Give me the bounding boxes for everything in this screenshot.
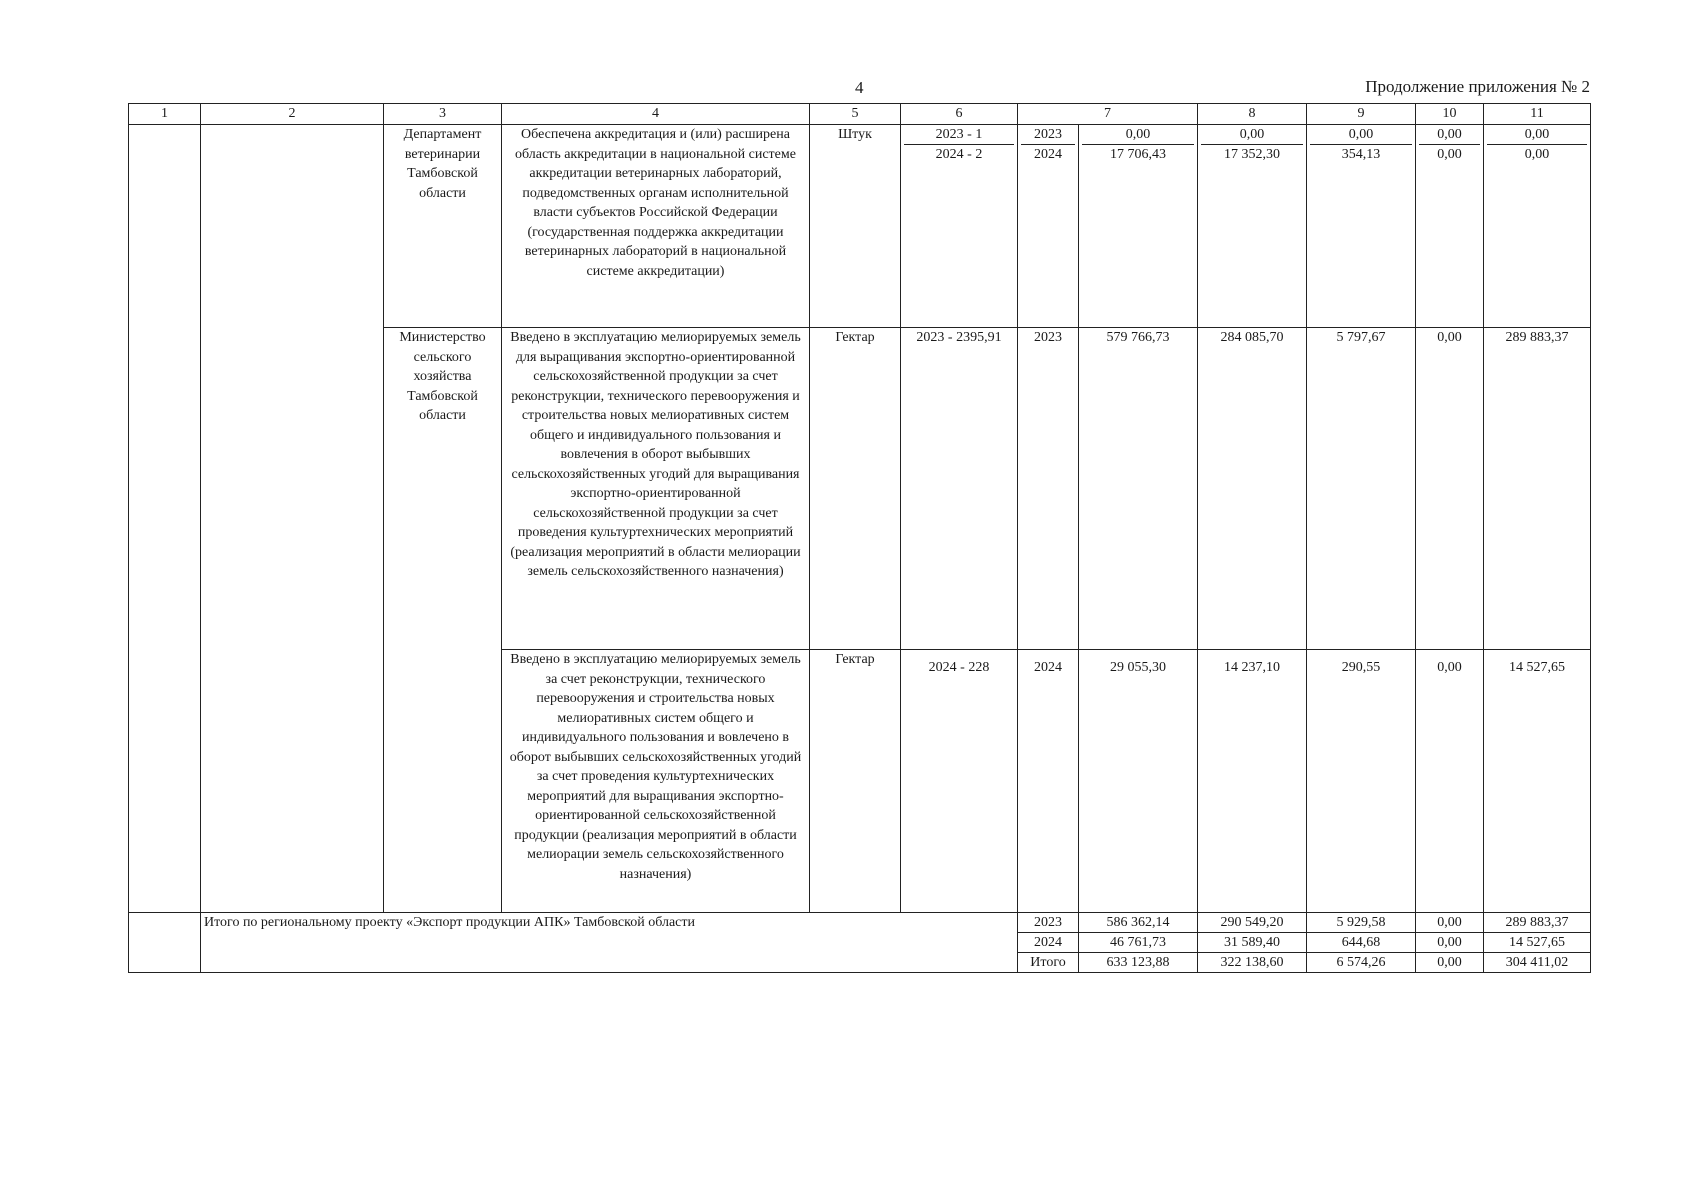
appendix-note: Продолжение приложения № 2 <box>1365 77 1590 96</box>
page-number: 4 <box>855 78 864 97</box>
value-cell-8: 14 237,10 <box>1198 650 1307 913</box>
total-year: Итого <box>1018 953 1079 973</box>
value-cell-10: 0,00 <box>1416 650 1484 913</box>
total-value-11: 289 883,37 <box>1484 913 1591 933</box>
header-cell-7: 7 <box>1018 104 1198 125</box>
value-cell-9: 290,55 <box>1307 650 1416 913</box>
year-cell: 2023 <box>1018 328 1079 650</box>
total-value-8: 31 589,40 <box>1198 933 1307 953</box>
col1-cell <box>129 125 201 913</box>
value-line: 0,00 <box>1437 147 1462 162</box>
total-value-10: 0,00 <box>1416 953 1484 973</box>
total-year: 2023 <box>1018 913 1079 933</box>
budget-table <box>128 103 1591 973</box>
total-value-9: 6 574,26 <box>1307 953 1416 973</box>
total-value-11: 304 411,02 <box>1484 953 1591 973</box>
target-line: 2024 - 2 <box>935 147 983 162</box>
table-row <box>129 125 1591 328</box>
unit-cell: Гектар <box>810 650 901 913</box>
value-cell-7: 29 055,30 <box>1079 650 1198 913</box>
value-cell-11 <box>1484 125 1591 328</box>
description-cell: Введено в эксплуатацию мелиорируемых земель для выращивания экспортно-ориентированной сельскохозяйственной продукции за счет реконструкции, технического перевооружения и строительства новых мелиоративных систем общего и индивидуального пользования и вовлечения в оборот выбывших сельскохозяйственных угодий для выращивания экспортно-ориентированной сельскохозяйственной продукции за счет проведения культуртехнических мероприятий (реализация мероприятий в области мелиорации земель сельскохозяйственного назначения) <box>502 328 810 650</box>
description-cell: Обеспечена аккредитация и (или) расширена область аккредитации в национальной системе аккредитации ветеринарных лабораторий, подведомственных органам исполнительной власти субъектов Российской Федерации (государственная поддержка аккредитации ветеринарных лабораторий в национальной системе аккредитации) <box>502 125 810 328</box>
value-cell-7: 579 766,73 <box>1079 328 1198 650</box>
header-cell-10: 10 <box>1416 104 1484 125</box>
header-cell-9: 9 <box>1307 104 1416 125</box>
description-cell: Введено в эксплуатацию мелиорируемых земель за счет реконструкции, технического перевооружения и строительства новых мелиоративных систем общего и индивидуального пользования и вовлечено в оборот выбывших сельскохозяйственных угодий за счет проведения культуртехнических мероприятий для выращивания экспортно-ориентированной сельскохозяйственной продукции (реализация мероприятий в области мелиорации земель сельскохозяйственного назначения) <box>502 650 810 913</box>
total-value-10: 0,00 <box>1416 913 1484 933</box>
department-cell: Министерство сельского хозяйства Тамбовской области <box>384 328 502 913</box>
value-cell-10: 0,00 <box>1416 328 1484 650</box>
value-cell-8: 284 085,70 <box>1198 328 1307 650</box>
header-row <box>129 104 1591 125</box>
total-value-8: 322 138,60 <box>1198 953 1307 973</box>
total-label: Итого по региональному проекту «Экспорт продукции АПК» Тамбовской области <box>201 913 1018 973</box>
unit-cell: Штук <box>810 125 901 328</box>
total-value-7: 633 123,88 <box>1079 953 1198 973</box>
header-cell-3: 3 <box>384 104 502 125</box>
total-value-8: 290 549,20 <box>1198 913 1307 933</box>
value-cell-7 <box>1079 125 1198 328</box>
total-row <box>129 913 1591 933</box>
header-cell-2: 2 <box>201 104 384 125</box>
year-line: 2024 <box>1034 147 1062 162</box>
target-cell <box>901 125 1018 328</box>
header-cell-4: 4 <box>502 104 810 125</box>
target-line: 2023 - 1 <box>904 125 1014 145</box>
header-cell-1: 1 <box>129 104 201 125</box>
value-line: 0,00 <box>1082 125 1194 145</box>
total-value-7: 46 761,73 <box>1079 933 1198 953</box>
year-cell: 2024 <box>1018 650 1079 913</box>
target-cell: 2023 - 2395,91 <box>901 328 1018 650</box>
header-cell-11: 11 <box>1484 104 1591 125</box>
value-cell-9: 5 797,67 <box>1307 328 1416 650</box>
header-cell-6: 6 <box>901 104 1018 125</box>
total-value-7: 586 362,14 <box>1079 913 1198 933</box>
value-line: 0,00 <box>1524 147 1550 162</box>
value-cell-8 <box>1198 125 1307 328</box>
value-cell-10 <box>1416 125 1484 328</box>
unit-cell: Гектар <box>810 328 901 650</box>
value-line: 0,00 <box>1419 125 1480 145</box>
value-cell-11: 289 883,37 <box>1484 328 1591 650</box>
year-line: 2023 <box>1021 125 1075 145</box>
header-cell-5: 5 <box>810 104 901 125</box>
value-line: 0,00 <box>1487 125 1587 145</box>
value-line: 17 352,30 <box>1224 147 1280 162</box>
header-cell-8: 8 <box>1198 104 1307 125</box>
total-value-9: 644,68 <box>1307 933 1416 953</box>
total-value-9: 5 929,58 <box>1307 913 1416 933</box>
value-cell-11: 14 527,65 <box>1484 650 1591 913</box>
value-line: 354,13 <box>1341 147 1381 162</box>
total-year: 2024 <box>1018 933 1079 953</box>
value-line: 17 706,43 <box>1110 147 1166 162</box>
department-cell: Департамент ветеринарии Тамбовской области <box>384 125 502 328</box>
col2-cell <box>201 125 384 913</box>
total-value-10: 0,00 <box>1416 933 1484 953</box>
value-line: 0,00 <box>1201 125 1303 145</box>
value-cell-9 <box>1307 125 1416 328</box>
target-cell: 2024 - 228 <box>901 650 1018 913</box>
year-cell <box>1018 125 1079 328</box>
value-line: 0,00 <box>1310 125 1412 145</box>
col1-cell <box>129 913 201 973</box>
total-value-11: 14 527,65 <box>1484 933 1591 953</box>
